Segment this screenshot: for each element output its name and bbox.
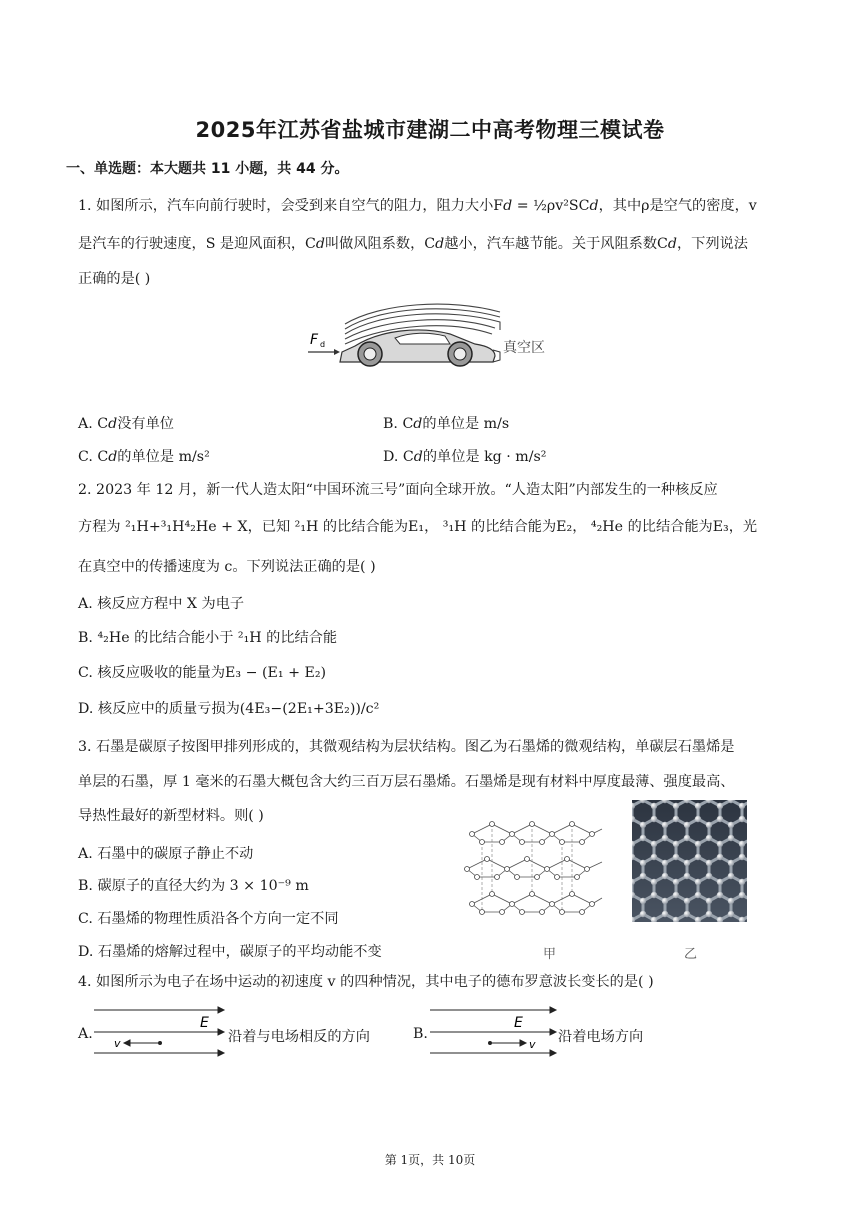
field-label-a: E bbox=[200, 1015, 209, 1031]
q3-line-3: 导热性最好的新型材料。则( ) bbox=[78, 808, 264, 824]
page-title: 2025年江苏省盐城市建湖二中高考物理三模试卷 bbox=[195, 118, 665, 142]
velocity-label-b: v bbox=[529, 1038, 536, 1051]
page-footer: 第 1页，共 10页 bbox=[384, 1153, 476, 1167]
q1-option-d[interactable]: D. C𝑑的单位是 kg · m/s² bbox=[383, 449, 547, 465]
vacuum-label: 真空区 bbox=[503, 340, 545, 356]
q2-option-b[interactable]: B. ⁴₂He 的比结合能小于 ²₁H 的比结合能 bbox=[78, 630, 338, 646]
figure-label-b: 乙 bbox=[684, 947, 698, 962]
q1-line-2: 是汽车的行驶速度，S 是迎风面积，C𝑑叫做风阻系数，C𝑑越小，汽车越节能。关于风阻系数C𝑑，下列说法 bbox=[78, 236, 748, 252]
q3-line-2: 单层的石墨，厚 1 毫米的石墨大概包含大约三百万层石墨烯。石墨烯是现有材料中厚度最薄、强度最高、 bbox=[78, 774, 735, 790]
car-airflow-figure bbox=[300, 300, 570, 385]
q4-option-a-figure[interactable] bbox=[92, 1003, 227, 1059]
q3-line-1: 3. 石墨是碳原子按图甲排列形成的，其微观结构为层状结构。图乙为石墨烯的微观结构，单碳层石墨烯是 bbox=[78, 739, 735, 755]
q2-line-1: 2. 2023 年 12 月，新一代人造太阳“中国环流三号”面向全球开放。“人造太阳”内部发生的一种核反应 bbox=[78, 482, 718, 498]
q1-option-a[interactable]: A. C𝑑没有单位 bbox=[78, 416, 174, 432]
q3-option-b[interactable]: B. 碳原子的直径大约为 3 × 10⁻⁹ m bbox=[78, 878, 309, 894]
q4-option-b-prefix[interactable]: B. bbox=[413, 1026, 428, 1042]
graphite-layers-figure bbox=[462, 814, 612, 934]
q2-option-a[interactable]: A. 核反应方程中 X 为电子 bbox=[78, 596, 245, 612]
q3-option-d[interactable]: D. 石墨烯的熔解过程中，碳原子的平均动能不变 bbox=[78, 944, 382, 960]
field-label-b: E bbox=[514, 1015, 523, 1031]
q2-option-c[interactable]: C. 核反应吸收的能量为E₃ − (E₁ + E₂) bbox=[78, 665, 327, 681]
force-label-sub: d bbox=[320, 340, 326, 349]
q1-line-3: 正确的是( ) bbox=[78, 271, 151, 287]
q3-option-c[interactable]: C. 石墨烯的物理性质沿各个方向一定不同 bbox=[78, 911, 339, 927]
q2-line-3: 在真空中的传播速度为 c。下列说法正确的是( ) bbox=[78, 559, 376, 575]
q2-line-2: 方程为 ²₁H+³₁H⁴₂He + X，已知 ²₁H 的比结合能为E₁， ³₁H 的比结合能为E₂， ⁴₂He 的比结合能为E₃，光 bbox=[78, 519, 758, 535]
graphene-figure bbox=[632, 800, 747, 922]
q1-option-b[interactable]: B. C𝑑的单位是 m/s bbox=[383, 416, 510, 432]
q4-line: 4. 如图所示为电子在场中运动的初速度 v 的四种情况，其中电子的德布罗意波长变长的是( ) bbox=[78, 974, 654, 990]
q4-option-b-text[interactable]: 沿着电场方向 bbox=[558, 1029, 644, 1045]
q1-line-1: 1. 如图所示，汽车向前行驶时，会受到来自空气的阻力，阻力大小F𝑑 = ½ρv²SC𝑑，其中ρ是空气的密度，v bbox=[78, 198, 757, 214]
q3-option-a[interactable]: A. 石墨中的碳原子静止不动 bbox=[78, 846, 254, 862]
q1-option-c[interactable]: C. C𝑑的单位是 m/s² bbox=[78, 449, 210, 465]
velocity-label-a: v bbox=[114, 1037, 121, 1050]
force-label: F bbox=[310, 332, 319, 348]
q4-option-b-figure[interactable] bbox=[428, 1003, 563, 1059]
q4-option-a-text[interactable]: 沿着与电场相反的方向 bbox=[228, 1029, 370, 1045]
figure-label-a: 甲 bbox=[543, 947, 557, 962]
section-heading: 一、单选题：本大题共 11 小题，共 44 分。 bbox=[66, 161, 349, 177]
q2-option-d[interactable]: D. 核反应中的质量亏损为(4E₃−(2E₁+3E₂))/c² bbox=[78, 701, 380, 717]
q4-option-a-prefix[interactable]: A. bbox=[78, 1026, 93, 1042]
